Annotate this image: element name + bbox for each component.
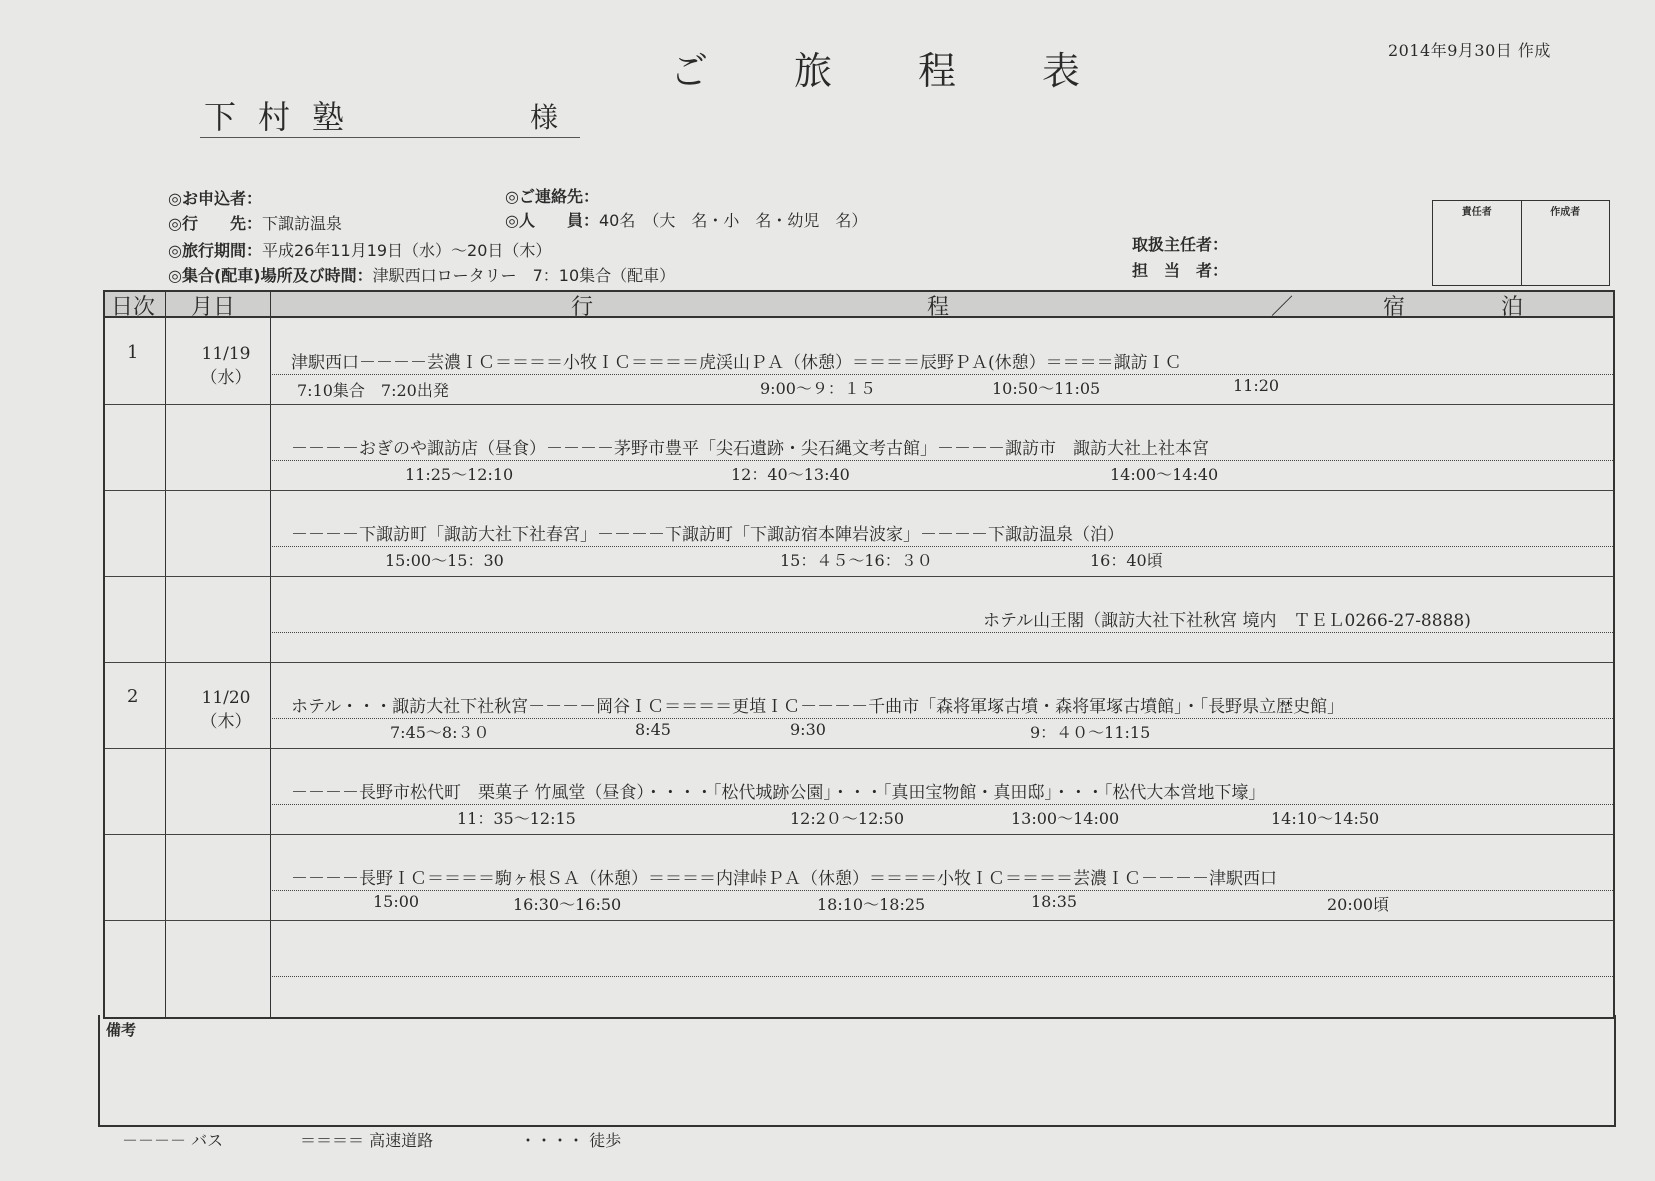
- walk-label: 徒歩: [589, 1131, 622, 1150]
- route-line: [272, 546, 1613, 547]
- date-weekday: （水）: [200, 368, 252, 388]
- time-text: 14:10～14:50: [1271, 809, 1380, 828]
- time-text: 11:25～12:10: [405, 465, 514, 484]
- legend-walk: [520, 1128, 621, 1151]
- time-text: 16：40頃: [1090, 551, 1163, 570]
- time-text: 11：35～12:15: [457, 809, 576, 828]
- row-separator: [105, 920, 1613, 921]
- time-text: 15:00: [373, 892, 420, 911]
- date-weekday: （木）: [200, 712, 252, 732]
- col-slash: ／: [1271, 295, 1294, 320]
- day-date: [191, 342, 261, 390]
- date-value: 11/20: [201, 688, 251, 708]
- period-label: ◎旅行期間：: [168, 241, 262, 260]
- customer-suffix: 様: [530, 101, 559, 134]
- col-divider: [165, 292, 166, 1017]
- col-day: 日次: [111, 295, 156, 320]
- created-date: 2014年9月30日 作成: [1388, 41, 1551, 60]
- time-text: 9:30: [790, 720, 826, 739]
- col-date: 月日: [191, 295, 236, 320]
- time-text: 7:10集合 7:20出発: [297, 381, 449, 400]
- itinerary-table: [103, 290, 1615, 1019]
- date-value: 11/19: [201, 344, 251, 364]
- applicant-label: ◎お申込者：: [168, 189, 262, 208]
- route-text: －－－－下諏訪町「諏訪大社下社春宮」－－－－下諏訪町「下諏訪宿本陣岩波家」－－－－下諏訪温泉（泊）: [291, 525, 1124, 545]
- col-stay-2: 泊: [1501, 295, 1524, 320]
- day-date: [191, 686, 261, 734]
- remarks-box: [98, 1015, 1616, 1127]
- time-text: 16:30～16:50: [513, 895, 622, 914]
- time-text: 9：４０～11:15: [1030, 723, 1151, 742]
- customer-line: [200, 92, 580, 138]
- time-text: 8:45: [635, 720, 671, 739]
- time-text: 7:45～8:３０: [390, 723, 490, 742]
- bus-label: バス: [191, 1131, 224, 1150]
- row-separator: [105, 490, 1613, 491]
- destination-value: 下諏訪温泉: [261, 214, 342, 233]
- bus-symbol: －－－－: [122, 1131, 187, 1150]
- route-line: [272, 374, 1613, 375]
- people-field: [505, 208, 867, 231]
- period-field: [168, 238, 551, 261]
- route-line: [272, 804, 1613, 805]
- time-text: 11:20: [1233, 376, 1280, 395]
- route-text: ホテル・・・諏訪大社下社秋宮－－－－岡谷ＩＣ＝＝＝＝更埴ＩＣ－－－－千曲市「森将軍塚古墳・森将軍塚古墳館」・「長野県立歴史館」: [291, 697, 1345, 717]
- time-text: 14:00～14:40: [1110, 465, 1219, 484]
- row-separator: [105, 834, 1613, 835]
- contact-field: [505, 184, 599, 207]
- route-line: [272, 718, 1613, 719]
- contact-label: ◎ご連絡先：: [505, 187, 599, 206]
- time-text: 15:00～15：30: [385, 551, 504, 570]
- staff-field: [1132, 258, 1228, 281]
- destination-label: ◎行 先：: [168, 214, 262, 233]
- approval-stamp-box: [1432, 200, 1610, 286]
- time-text: 18:35: [1031, 892, 1078, 911]
- row-separator: [105, 662, 1613, 663]
- people-label: ◎人 員：: [505, 211, 599, 230]
- applicant-field: [168, 186, 262, 209]
- col-itinerary-2: 程: [927, 295, 950, 320]
- meeting-field: [168, 263, 675, 286]
- time-text: 20:00頃: [1327, 895, 1390, 914]
- hotel-text: ホテル山王閣（諏訪大社下社秋宮 境内 ＴＥＬ0266-27-8888): [983, 611, 1471, 631]
- day-number: 1: [127, 342, 139, 363]
- route-text: －－－－おぎのや諏訪店（昼食）－－－－茅野市豊平「尖石遺跡・尖石縄文考古館」－－－－諏訪市 諏訪大社上社本宮: [291, 439, 1209, 459]
- page-title: ご旅程表: [670, 49, 1167, 93]
- manager-field: [1132, 232, 1228, 255]
- col-divider: [270, 292, 271, 1017]
- route-text: 津駅西口－－－－芸濃ＩＣ＝＝＝＝小牧ＩＣ＝＝＝＝虎渓山ＰＡ（休憩）＝＝＝＝辰野ＰＡ(休憩）＝＝＝＝諏訪ＩＣ: [291, 353, 1182, 373]
- stamp-responsible: 責任者: [1433, 201, 1522, 285]
- period-value: 平成26年11月19日（水）～20日（木）: [261, 241, 552, 260]
- destination-field: [168, 211, 342, 234]
- meeting-value: 津駅西口ロータリー 7：10集合（配車）: [372, 266, 676, 285]
- route-line: [272, 632, 1613, 633]
- route-text: －－－－長野市松代町 栗菓子 竹風堂（昼食）・・・・「松代城跡公園」・・・「真田宝物館・真田邸」・・・「松代大本営地下壕」: [291, 783, 1266, 803]
- highway-label: 高速道路: [369, 1131, 434, 1150]
- walk-symbol: ・・・・: [520, 1131, 585, 1150]
- col-stay-1: 宿: [1383, 295, 1406, 320]
- day-number: 2: [127, 686, 139, 707]
- time-text: 12:2０～12:50: [790, 809, 905, 828]
- time-text: 12：40～13:40: [731, 465, 850, 484]
- row-separator: [105, 404, 1613, 405]
- people-value: 40名 （大 名・小 名・幼児 名）: [598, 211, 868, 230]
- table-header: [105, 292, 1613, 318]
- legend-highway: [300, 1128, 433, 1151]
- row-separator: [105, 748, 1613, 749]
- time-text: 15：４５～16：３０: [780, 551, 933, 570]
- route-line: [272, 460, 1613, 461]
- time-text: 18:10～18:25: [817, 895, 926, 914]
- legend-bus: [122, 1128, 223, 1151]
- time-text: 9:00～９：１５: [760, 379, 876, 398]
- remarks-label: 備考: [106, 1021, 137, 1039]
- staff-label: 担 当 者：: [1132, 261, 1229, 280]
- time-text: 13:00～14:00: [1011, 809, 1120, 828]
- customer-name: 下村塾: [204, 98, 367, 136]
- row-separator: [105, 576, 1613, 577]
- meeting-label: ◎集合(配車)場所及び時間：: [168, 266, 373, 285]
- stamp-author: 作成者: [1550, 207, 1581, 218]
- col-itinerary-1: 行: [571, 295, 594, 320]
- highway-symbol: ＝＝＝＝: [300, 1131, 365, 1150]
- route-line: [272, 976, 1613, 977]
- manager-label: 取扱主任者：: [1132, 235, 1229, 254]
- route-line: [272, 890, 1613, 891]
- time-text: 10:50～11:05: [992, 379, 1101, 398]
- route-text: －－－－長野ＩＣ＝＝＝＝駒ヶ根ＳＡ（休憩）＝＝＝＝内津峠ＰＡ（休憩）＝＝＝＝小牧ＩＣ＝＝＝＝芸濃ＩＣ－－－－津駅西口: [291, 869, 1277, 889]
